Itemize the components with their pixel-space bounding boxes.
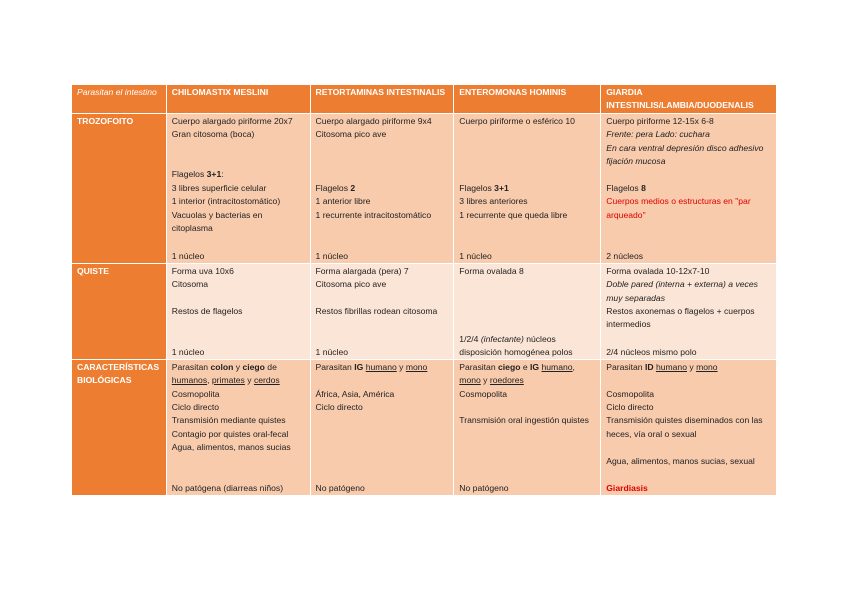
text-line: Citosoma — [171, 279, 209, 290]
header-giardia: GIARDIA INTESTINLIS/LAMBIA/DUODENALIS — [601, 85, 777, 114]
nucleus-count: 2 núcleos — [606, 251, 644, 262]
nucleus-count: 1 núcleo — [315, 251, 349, 262]
flagella-line: Flagelos 3+1: — [171, 169, 224, 180]
nucleus-count: 2/4 núcleos mismo polo — [606, 347, 697, 358]
text-line: Restos de flagelos — [171, 306, 243, 317]
row-label-trofozoito: TROZOFOITO — [72, 113, 167, 263]
flagella-line: Flagelos 2 — [315, 182, 356, 193]
header-chilomastix: CHILOMASTIX MESLINI — [166, 85, 310, 114]
text-line: Restos fibrillas rodean citosoma — [315, 306, 438, 317]
text-line: Ciclo directo — [606, 402, 654, 413]
row-caracteristicas — [72, 359, 777, 495]
text-line: 1 interior (intracitostomático) — [171, 196, 281, 207]
parasite-comparison-table — [71, 84, 777, 496]
row-label-quiste: QUISTE — [72, 263, 167, 359]
text-line: Transmisión quistes diseminados con las heces, vía oral o sexual — [606, 415, 763, 439]
nucleus-count: 1 núcleo — [459, 251, 492, 262]
disease-name: Giardiasis — [606, 483, 648, 494]
cell-caract-chilomastix — [166, 359, 310, 495]
text-line: 1 recurrente que queda libre — [459, 209, 568, 220]
flagella-line: Flagelos 3+1 — [459, 182, 509, 193]
text-line: Frente: pera Lado: cuchara — [606, 129, 710, 140]
text-line: 3 libres anteriores — [459, 196, 528, 207]
text-line: Agua, alimentos, manos sucias — [171, 442, 291, 453]
cell-trofo-enteromonas — [454, 113, 601, 263]
flagella-line: Flagelos 8 — [606, 182, 646, 193]
text-line: Gran citosoma (boca) — [171, 129, 255, 140]
text-line: Cuerpo piriforme o esférico 10 — [459, 115, 575, 126]
host-line: Parasitan IG humano y mono — [315, 361, 428, 372]
header-enteromonas: ENTEROMONAS HOMINIS — [454, 85, 601, 114]
cell-quiste-retortaminas — [310, 263, 454, 359]
cell-caract-giardia — [601, 359, 777, 495]
nucleus-count: 1 núcleo — [171, 347, 205, 358]
text-line: Citosoma pico ave — [315, 129, 387, 140]
cell-caract-enteromonas — [454, 359, 601, 495]
text-line: Doble pared (interna + externa) a veces muy separadas — [606, 279, 758, 303]
row-label-caracteristicas: CARACTERÍSTICAS BIOLÓGICAS — [72, 359, 167, 495]
nucleus-count: 1 núcleo — [315, 347, 349, 358]
header-row — [72, 85, 777, 114]
text-line: Ciclo directo — [171, 402, 220, 413]
cell-quiste-enteromonas — [454, 263, 601, 359]
pathogenicity: No patógeno — [459, 483, 509, 494]
nucleus-count: 1/2/4 (infectante) núcleos disposición homogénea polos — [459, 334, 573, 358]
text-line: Transmisión oral ingestión quistes — [459, 415, 589, 426]
host-line: Parasitan ciego e IG humano, mono y roedores — [459, 361, 575, 386]
text-line: Agua, alimentos, manos sucias, sexual — [606, 455, 755, 466]
text-line: Forma ovalada 10-12x7-10 — [606, 265, 710, 276]
text-line: Transmisión mediante quistes — [171, 415, 286, 426]
cell-quiste-chilomastix — [166, 263, 310, 359]
text-line: Cosmopolita — [459, 388, 508, 399]
text-line: En cara ventral depresión disco adhesivo fijación mucosa — [606, 142, 764, 167]
highlight-line: Cuerpos medios o estructuras en "par arqueado" — [606, 196, 751, 220]
text-line: 1 recurrente intracitostomático — [315, 209, 432, 220]
host-line: Parasitan ID humano y mono — [606, 361, 718, 372]
cell-trofo-chilomastix — [166, 113, 310, 263]
text-line: Citosoma pico ave — [315, 279, 387, 290]
cell-quiste-giardia — [601, 263, 777, 359]
host-line: Parasitan colon y ciego de humanos, primates y cerdos — [171, 361, 280, 386]
nucleus-count: 1 núcleo — [171, 251, 205, 262]
text-line: 1 anterior libre — [315, 196, 371, 207]
text-line: Ciclo directo — [315, 402, 363, 413]
text-line: Vacuolas y bacterias en citoplasma — [171, 209, 263, 234]
pathogenicity: No patógeno — [315, 483, 365, 494]
row-trofozoito — [72, 113, 777, 263]
text-line: Forma alargada (pera) 7 — [315, 265, 409, 276]
text-line: Cuerpo alargado piriforme 20x7 — [171, 115, 293, 126]
text-line: Restos axonemas o flagelos + cuerpos intermedios — [606, 306, 755, 330]
row-quiste — [72, 263, 777, 359]
cell-caract-retortaminas — [310, 359, 454, 495]
text-line: Forma uva 10x6 — [171, 265, 234, 276]
text-line: Cosmopolita — [606, 388, 655, 399]
text-line: Forma ovalada 8 — [459, 265, 524, 276]
cell-trofo-giardia — [601, 113, 777, 263]
text-line: Cuerpo alargado piriforme 9x4 — [315, 115, 432, 126]
text-line: Cuerpo piriforme 12-15x 6-8 — [606, 115, 714, 126]
header-retortaminas: RETORTAMINAS INTESTINALIS — [310, 85, 454, 114]
text-line: Cosmopolita — [171, 388, 220, 399]
pathogenicity: No patógena (diarreas niños) — [171, 483, 284, 494]
text-line: Contagio por quistes oral-fecal — [171, 428, 289, 439]
text-line: África, Asia, América — [315, 388, 395, 399]
header-corner: Parasitan el intestino — [72, 85, 167, 114]
text-line: 3 libres superficie celular — [171, 182, 267, 193]
cell-trofo-retortaminas — [310, 113, 454, 263]
